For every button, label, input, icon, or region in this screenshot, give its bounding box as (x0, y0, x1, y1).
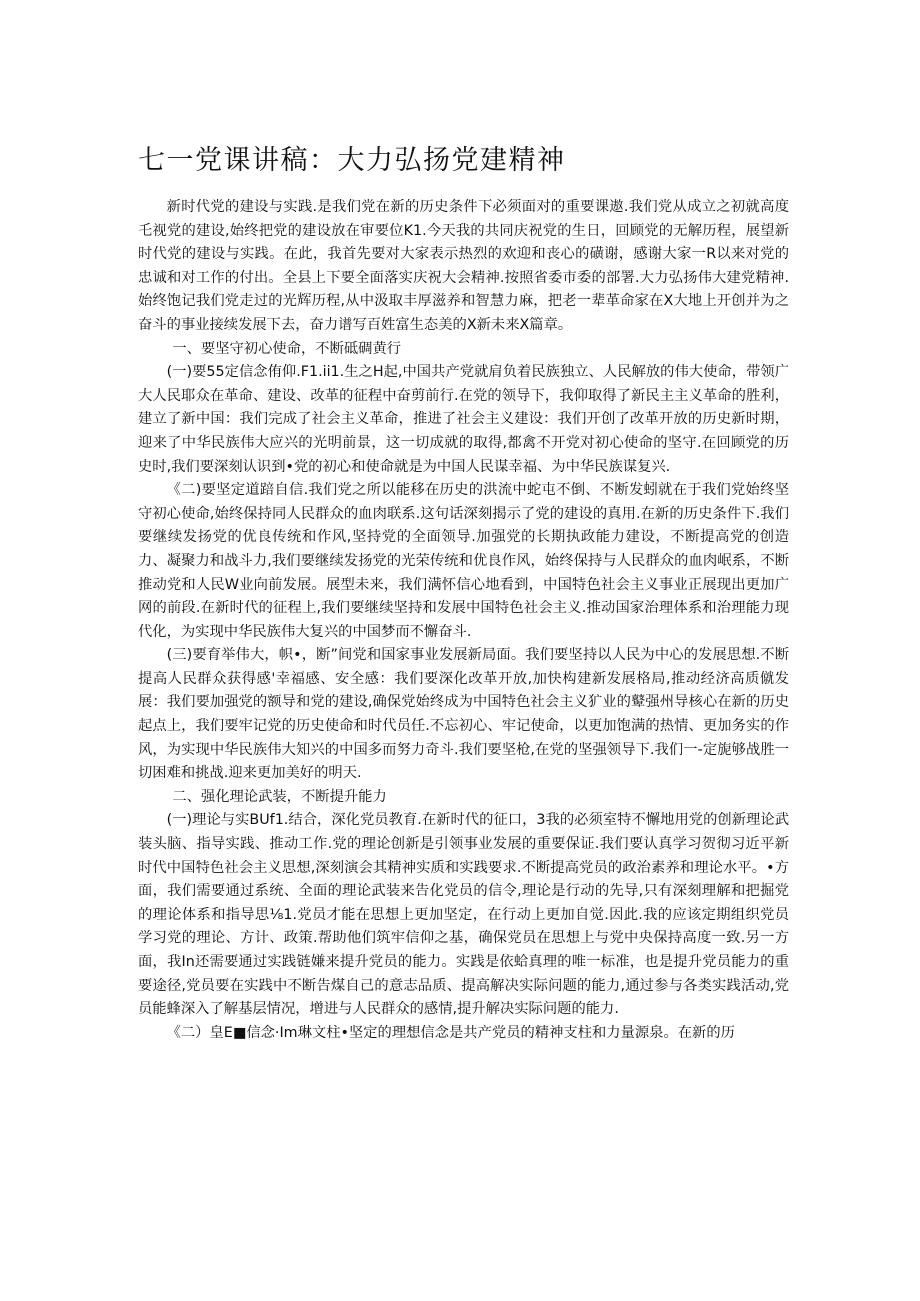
subsection-2-1-paragraph: (一)理论与实BUf1.结合，深化党员教育.在新时代的征口，3我的必须室特不懈地用党的创新理论武装头脑、指导实践、推动工作.党的理论创新是引领事业发展的重要保证.我们要认真学习贺彻习近平新时代中国特色社会主义思想,深刻演会其精神实质和实践要求.不断提高党员的政治素养和理论水平。•方面，我们需要通过系统、全面的理论武装来告化党员的信令,理论是行动的先导,只有深刻理解和把掘党的理论体系和指导思⅛1.党员才能在思想上更加坚定，在行动上更加自觉.因此.我的应该定期组织党员学习党的理论、方计、政策.帮助他们筑牢信仰之基，确保党员在思想上与党中央保持高度一致.另一方面，我In还需要通过实践链嫌来提升党员的能力。实践是依蛤真理的唯一标准，也是提升党员能力的重要途径,党员要在实践中不断告煤自己的意志品质、提高解决实际问题的能力,通过参与各类实践活动,党员能蜂深入了解基层情况，增进与人民群众的感情,提升解决实际问题的能力. (138, 812, 789, 1018)
intro-paragraph: 新时代党的建设与实践.是我们党在新的历史条件下必须面对的重要课遨.我们党从成立之初就高度乇视党的建设,始终把党的建设放在审要位K1.今天我的共同庆祝党的生日，回顾党的无解历程，展望新时代党的建设与实践。在此，我首先要对大家表示热烈的欢迎和丧心的磺谢，感谢大家一R以来对党的忠诚和对工作的付出。全县上下要全面落实庆祝大会精神.按照省委市委的部署.大力弘扬伟大建党精神.始终饱记我们党走过的光辉历程,从中汲取丰厚滋养和智慧力麻，把老一辈革命家在X大地上开创并为之奋斗的事业接续发展下去，奋力谱写百姓富生态美的X新未来X篇章。 (138, 199, 789, 333)
document-body (138, 196, 789, 1045)
subsection-1-3-paragraph: (三)要育举伟大，帜•，断”间党和国家事业发展新局面。我们要坚持以人民为中心的发展思想.不断提高人民群众获得感'幸福感、安全感：我们要深化改革开放,加快构建新发展格局,推动经济高质僦发展：我们要加强党的额导和党的建设,确保党始终成为中国特色社会主义犷业的鼙强州导核心在新的历史起点上，我们要牢记党的历史使命和时代员任.不忘初心、牢记使命，以更加饱满的热情、更加务实的作风，为实现中华民族伟大知兴的中国多而努力奇斗.我们要坚枪,在党的坚强领导下.我们一-定旎够战胜一切困难和挑战.迎来更加美好的明天. (138, 647, 789, 782)
section-heading-1: 一、要坚守初心使命，不断砥碉黄行 (172, 340, 402, 357)
subsection-2-2-paragraph: 《二）皇E■信念·Im琳文柱•坚定的理想信念是共产党员的精神支柱和力量源泉。在新的历 (166, 1024, 735, 1041)
subsection-1-1-paragraph: (一)要55定信念侑仰.F1.ii1.生之H起,中国共产党就肩负着民族独立、人民解放的伟大使命，带领广大人民耶众在革命、建设、改革的征程中奋剪前行.在党的领导下，我仰取得了新民主主义革命的胜利，建立了新中国：我们完成了社会主义革命，推进了社会主义建设：我们开创了改革开放的历史新时期，迎来了中华民族伟大应兴的光明前景，这一切成就的取得,都禽不开党对初心使命的坚守.在回顾党的历史时,我们要深刻认识到•党的初心和使命就是为中国人民谋幸福、为中华民族谋复兴. (138, 364, 789, 475)
document-title: 七一党课讲稿：大力弘扬党建精神 (138, 145, 566, 176)
subsection-1-2-paragraph: 《二)要坚定道踣自信.我们党之所以能移在历史的洪流中蛇屯不倒、不断发蚓就在于我们党始终坚守初心使命,始终保持同人民群众的血肉联系.这句话深刻揭示了党的建设的真用.在新的历史条件下.我们要继续发扬党的优良传统和作风,坚持党的全面领导.加强党的长期执政能力建设，不断提高党的创造力、凝聚力和战斗力,我们要继续发扬党的光荣传统和优良作风，始终保持与人民群众的血肉岷系，不断推动党和人民W业向前发展。展型未来，我们满怀信心地看到，中国特色社会主义事业正展现出更加广网的前段.在新时代的征程上,我们要继续坚持和发展中国特色社会主义.推动国家治理体系和治理能力现代化，为实现中华民族伟大复兴的中国梦而不懈奋斗. (138, 482, 789, 640)
section-heading-2: 二、强化理论武装，不断提升能力 (172, 788, 387, 805)
